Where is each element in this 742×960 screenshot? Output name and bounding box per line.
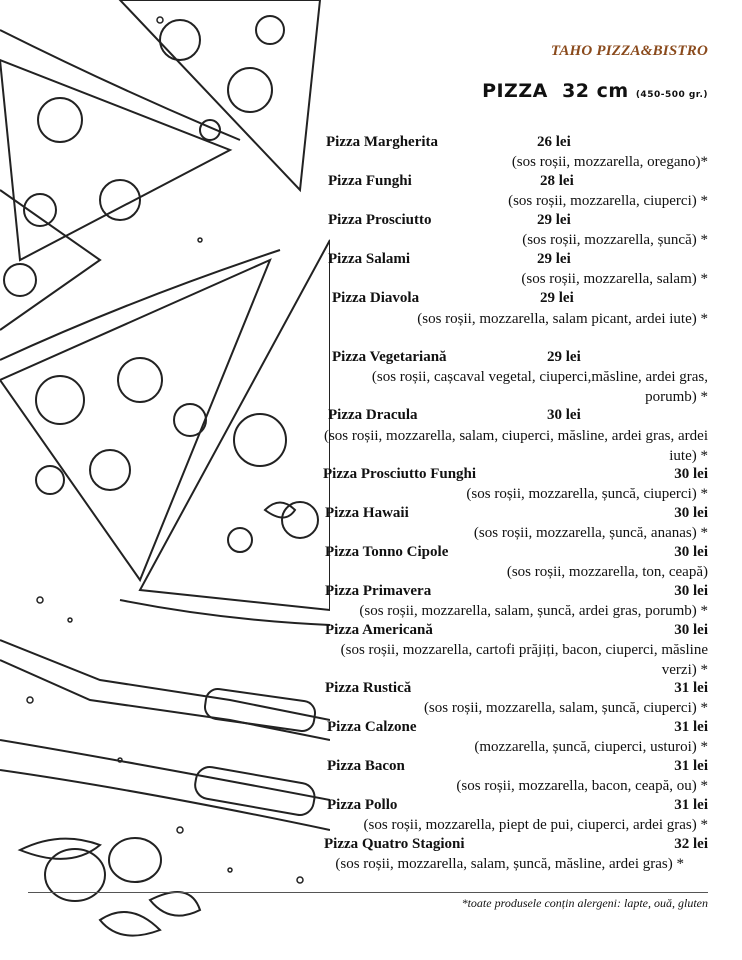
item-description: (sos roșii, mozzarella, salam, șuncă, ciuperci) *	[423, 700, 708, 716]
item-name: Pizza Salami	[328, 251, 411, 267]
item-name: Pizza Diavola	[332, 290, 420, 306]
item-price: 32 lei	[674, 836, 708, 852]
item-price: 31 lei	[674, 758, 708, 774]
item-name: Pizza Vegetariană	[332, 349, 447, 365]
item-description: (sos roșii, cașcaval vegetal, ciuperci,măsline, ardei gras, porumb) *	[371, 369, 708, 405]
item-price: 26 lei	[537, 134, 571, 150]
item-price: 30 lei	[674, 622, 708, 638]
item-name: Pizza Hawaii	[325, 505, 409, 521]
item-description: (sos roșii, mozzarella, bacon, ceapă, ou) *	[456, 778, 708, 794]
item-name: Pizza Bacon	[327, 758, 405, 774]
item-name: Pizza Prosciutto Funghi	[323, 466, 477, 482]
item-name: Pizza Prosciutto	[328, 212, 432, 228]
item-description: (sos roșii, mozzarella, oregano)*	[511, 154, 708, 170]
item-description: (sos roșii, mozzarella, șuncă) *	[522, 232, 708, 248]
item-name: Pizza Pollo	[327, 797, 398, 813]
item-price: 30 lei	[674, 544, 708, 560]
item-price: 29 lei	[537, 212, 571, 228]
item-description: (sos roșii, mozzarella, salam, șuncă, ardei gras, porumb) *	[359, 603, 708, 619]
item-description: (sos roșii, mozzarella, salam, șuncă, măsline, ardei gras) *	[335, 856, 684, 872]
item-name: Pizza Funghi	[328, 173, 412, 189]
item-price: 30 lei	[547, 407, 581, 423]
item-price: 30 lei	[674, 466, 708, 482]
item-price: 29 lei	[540, 290, 574, 306]
item-name: Pizza Quatro Stagioni	[324, 836, 465, 852]
item-price: 29 lei	[547, 349, 581, 365]
allergen-note: *toate produsele conțin alergeni: lapte, ouă, gluten	[461, 896, 708, 910]
pizza-size: 32 cm	[562, 80, 629, 102]
item-description: (sos roșii, mozzarella, salam) *	[521, 271, 708, 287]
category-label: PIZZA	[482, 80, 548, 102]
item-description: (sos roșii, mozzarella, cartofi prăjiți, bacon, ciuperci, măsline verzi) *	[340, 642, 708, 678]
item-price: 30 lei	[674, 583, 708, 599]
item-description: (sos roșii, mozzarella, șuncă, ciuperci) *	[466, 486, 708, 502]
item-price: 29 lei	[537, 251, 571, 267]
item-name: Pizza Americană	[325, 622, 433, 638]
item-price: 31 lei	[674, 680, 708, 696]
footer-divider	[28, 892, 708, 893]
brand-name: TAHO PIZZA&BISTRO	[550, 43, 708, 59]
item-name: Pizza Calzone	[327, 719, 417, 735]
item-name: Pizza Dracula	[328, 407, 418, 423]
item-description: (sos roșii, mozzarella, ton, ceapă)	[506, 564, 708, 580]
item-price: 31 lei	[674, 797, 708, 813]
item-name: Pizza Tonno Cipole	[325, 544, 449, 560]
item-price: 28 lei	[540, 173, 574, 189]
item-name: Pizza Rustică	[325, 680, 412, 696]
item-description: (mozzarella, șuncă, ciuperci, usturoi) *	[474, 739, 708, 755]
item-description: (sos roșii, mozzarella, piept de pui, ciuperci, ardei gras) *	[363, 817, 708, 833]
item-name: Pizza Primavera	[325, 583, 432, 599]
item-description: (sos roșii, mozzarella, salam, ciuperci, măsline, ardei gras, ardei iute) *	[323, 428, 708, 464]
item-price: 30 lei	[674, 505, 708, 521]
pizza-weight: (450-500 gr.)	[635, 90, 708, 100]
item-name: Pizza Margherita	[326, 134, 439, 150]
item-description: (sos roșii, mozzarella, ciuperci) *	[508, 193, 708, 209]
item-price: 31 lei	[674, 719, 708, 735]
item-description: (sos roșii, mozzarella, salam picant, ardei iute) *	[417, 311, 708, 327]
item-description: (sos roșii, mozzarella, șuncă, ananas) *	[473, 525, 708, 541]
